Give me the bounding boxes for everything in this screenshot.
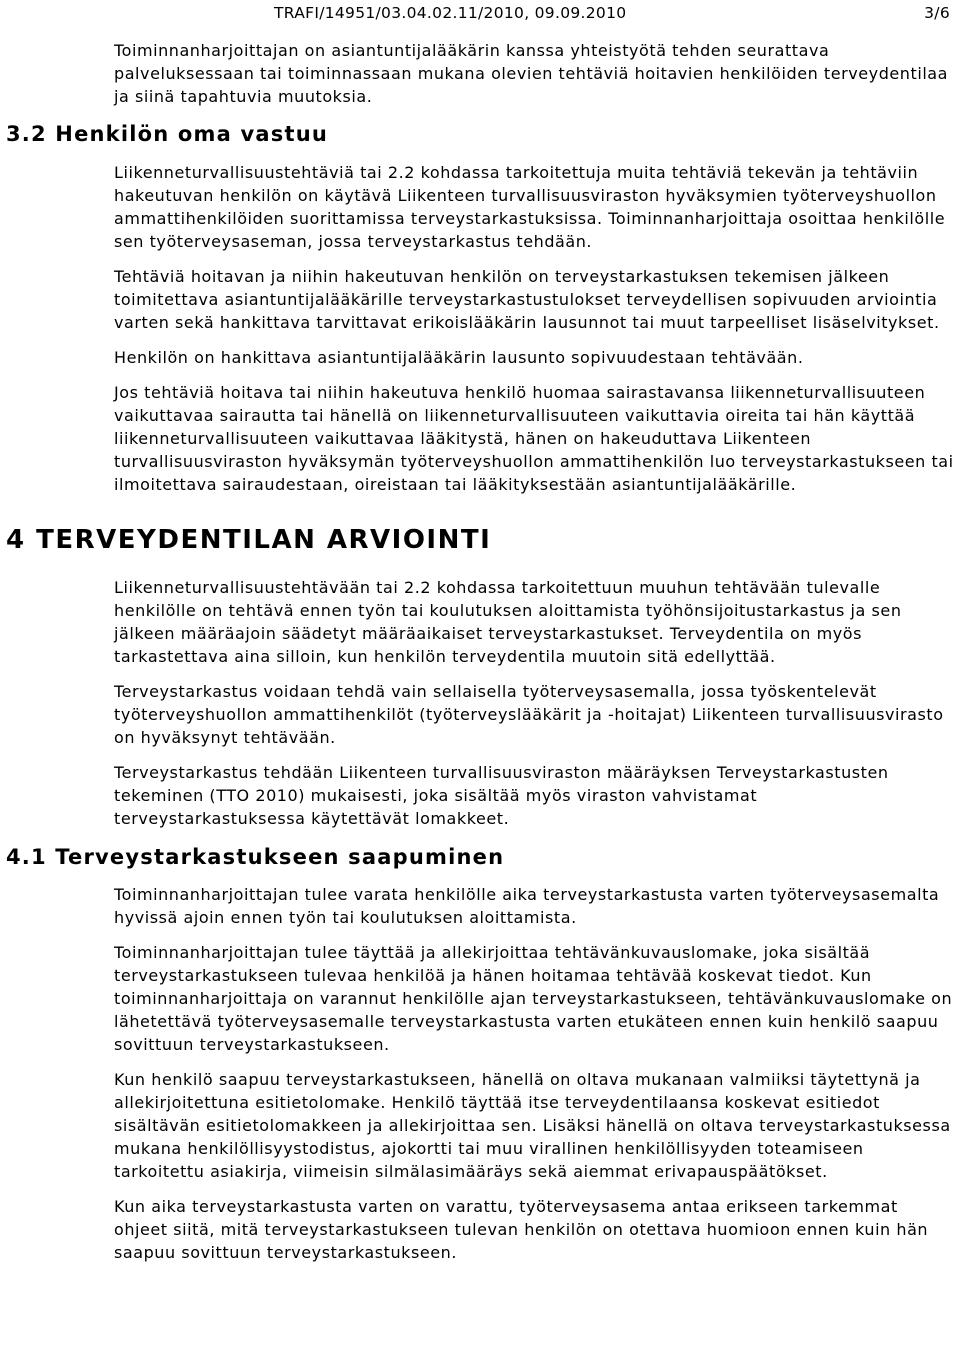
paragraph-4-b: Terveystarkastus voidaan tehdä vain sellaisella työterveysasemalla, jossa työskentelevät työterveyshuollon ammattihenkilöt (työterveyslääkärit ja -hoitajat) Liikenteen turvallisuusvirasto on hyväksynyt tehtävään. [114,682,944,747]
heading-3-2: 3.2 Henkilön oma vastuu [6,122,329,146]
page-header [0,2,960,24]
paragraph-4-1-c: Kun henkilö saapuu terveystarkastukseen, hänellä on oltava mukanaan valmiiksi täytettynä ja allekirjoitettuna esitietolomake. Henkilö täyttää itse terveydentilaansa koskevat esitiedot sisältävän esitietolomakkeen ja allekirjoittaa sen. Lisäksi hänellä on oltava terveystarkastuksessa mukana henkilöllisyystodistus, ajokortti tai muu virallinen henkilöllisyyden toteamiseen tarkoitettu asiakirja, viimeisin silmälasimääräys sekä aiemmat erivapauspäätökset. [114,1070,951,1181]
paragraph-4-1-d: Kun aika terveystarkastusta varten on varattu, työterveysasema antaa erikseen tarkemmat ohjeet siitä, mitä terveystarkastukseen tulevan henkilön on otettava huomioon ennen kuin hän saapuu sovittuun terveystarkastukseen. [114,1197,929,1262]
page-number: 3/6 [924,4,950,22]
paragraph-intro: Toiminnanharjoittajan on asiantuntijalääkärin kanssa yhteistyötä tehden seurattava palveluksessaan tai toiminnassaan mukana olevien tehtäviä hoitavien henkilöiden terveydentilaa ja siinä tapahtuvia muutoksia. [114,41,949,106]
paragraph-3-2-c: Henkilön on hankittava asiantuntijalääkärin lausunto sopivuudestaan tehtävään. [114,348,804,367]
document-body [0,39,960,1264]
paragraph-4-c: Terveystarkastus tehdään Liikenteen turvallisuusviraston määräyksen Terveystarkastusten tekeminen (TTO 2010) mukaisesti, joka sisältää myös viraston vahvistamat terveystarkastuksessa käytettävät lomakkeet. [114,763,889,828]
document-reference: TRAFI/14951/03.04.02.11/2010, 09.09.2010 [274,4,627,22]
heading-4: 4 TERVEYDENTILAN ARVIOINTI [6,525,492,555]
paragraph-3-2-b: Tehtäviä hoitavan ja niihin hakeutuvan henkilön on terveystarkastuksen tekemisen jälkeen toimitettava asiantuntijalääkärille terveystarkastustulokset terveydellisen sopivuuden arviointia varten sekä hankittava tarvittavat erikoislääkärin lausunnot tai muut tarpeelliset lisäselvitykset. [114,267,940,332]
paragraph-3-2-d: Jos tehtäviä hoitava tai niihin hakeutuva henkilö huomaa sairastavansa liikenneturvallisuuteen vaikuttavaa sairautta tai hänellä on liikenneturvallisuuteen vaikuttavia oireita tai hän käyttää liikenneturvallisuuteen vaikuttavaa lääkitystä, hänen on hakeuduttava Liikenteen turvallisuusviraston hyväksymän työterveyshuollon ammattihenkilön luo terveystarkastukseen tai ilmoitettava sairaudestaan, oireistaan tai lääkityksestään asiantuntijalääkärille. [114,383,954,494]
paragraph-4-1-a: Toiminnanharjoittajan tulee varata henkilölle aika terveystarkastusta varten työterveysasemalta hyvissä ajoin ennen työn tai koulutuksen aloittamista. [114,885,940,927]
paragraph-3-2-a: Liikenneturvallisuustehtäviä tai 2.2 kohdassa tarkoitettuja muita tehtäviä tekevän ja tehtäviin hakeutuvan henkilön on käytävä Liikenteen turvallisuusviraston hyväksymien työterveyshuollon ammattihenkilöiden suorittamissa terveystarkastuksissa. Toiminnanharjoittaja osoittaa henkilölle sen työterveysaseman, jossa terveystarkastus tehdään. [114,163,946,251]
paragraph-4-1-b: Toiminnanharjoittajan tulee täyttää ja allekirjoittaa tehtävänkuvauslomake, joka sisältää terveystarkastukseen tulevaa henkilöä ja hänen hoitamaa tehtävää koskevat tiedot. Kun toiminnanharjoittaja on varannut henkilölle ajan terveystarkastukseen, tehtävänkuvauslomake on lähetettävä työterveysasemalle terveystarkastusta varten etukäteen ennen kuin henkilö saapuu sovittuun terveystarkastukseen. [114,943,953,1054]
heading-4-1: 4.1 Terveystarkastukseen saapuminen [6,845,505,869]
paragraph-4-a: Liikenneturvallisuustehtävään tai 2.2 kohdassa tarkoitettuun muuhun tehtävään tulevalle henkilölle on tehtävä ennen työn tai koulutuksen aloittamista työhönsijoitustarkastus ja sen jälkeen määräajoin säädetyt määräaikaiset terveystarkastukset. Terveydentila on myös tarkastettava aina silloin, kun henkilön terveydentila muutoin sitä edellyttää. [114,578,902,666]
